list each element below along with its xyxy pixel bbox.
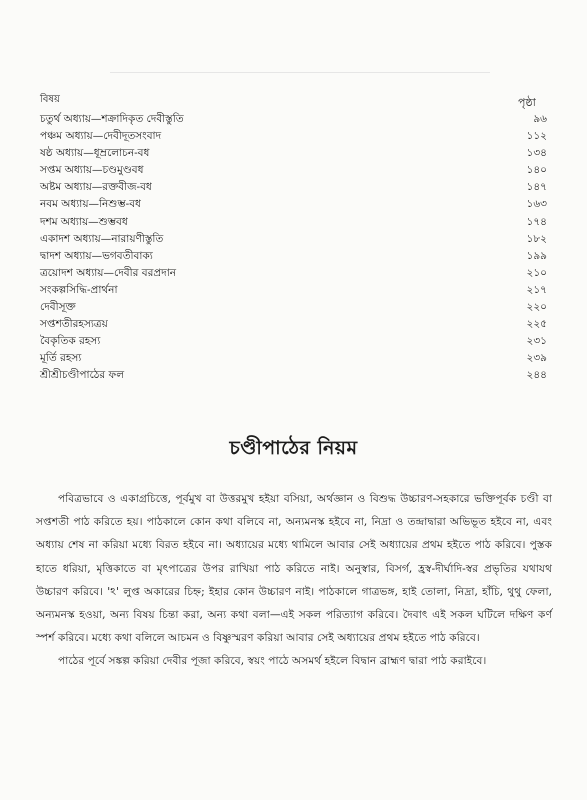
toc-row (40, 299, 547, 316)
toc-row (40, 179, 547, 196)
toc-row (40, 367, 547, 384)
toc-title: সংকল্পসিদ্ধি-প্রার্থনা (40, 283, 118, 296)
toc-page: ১৭৪ (526, 215, 547, 228)
toc-page: ২২০ (526, 301, 547, 314)
toc-row (40, 214, 547, 231)
toc-heading-page: পৃষ্ঠা (518, 96, 536, 109)
toc-page: ২৪৪ (526, 369, 547, 382)
toc-page: ১৬৩ (526, 198, 547, 211)
toc-title: অষ্টম অধ্যায়—রক্তবীজ-বধ (40, 181, 152, 194)
toc-row (40, 231, 547, 248)
toc-page: ৯৬ (533, 113, 547, 125)
toc-row (40, 128, 547, 145)
toc-page: ১৯৯ (526, 249, 547, 262)
toc-row (40, 196, 547, 213)
toc-row (40, 333, 547, 350)
toc-page: ১৩৪ (526, 147, 547, 160)
toc-title: একাদশ অধ্যায়—নারায়ণীস্তুতি (40, 232, 164, 245)
toc-title: চতুর্থ অধ্যায়—শক্রাদিকৃত দেবীস্তুতি (40, 113, 184, 125)
toc-row (40, 350, 547, 367)
toc-title: দেবীসূক্ত (40, 301, 76, 314)
section-title: চণ্ডীপাঠের নিয়ম (229, 437, 358, 459)
toc-row (40, 282, 547, 299)
toc-page: ১৪৭ (526, 181, 547, 194)
table-of-contents (40, 111, 547, 385)
toc-row (40, 316, 547, 333)
toc-page: ২৩১ (526, 335, 547, 348)
toc-heading-subject: বিষয় (40, 94, 60, 105)
toc-row (40, 265, 547, 282)
toc-page: ১৪০ (526, 164, 547, 177)
toc-row (40, 145, 547, 162)
toc-row (40, 248, 547, 265)
toc-page: ১১২ (526, 130, 547, 143)
toc-row (40, 162, 547, 179)
toc-page: ২৩৯ (526, 352, 547, 365)
toc-title: শ্রীশ্রীচণ্ডীপাঠের ফল (40, 369, 125, 382)
toc-title: মূর্তি রহস্য (40, 352, 82, 365)
toc-title: ষষ্ঠ অধ্যায়—ধূম্রলোচন-বধ (40, 147, 150, 160)
paragraph: পাঠের পূর্বে সঙ্কল্প করিয়া দেবীর পূজা করিবে, স্বয়ং পাঠে অসমর্থ হইলে বিদ্বান ব্রাহ্মণ দ্বারা পাঠ করাইবে। (58, 654, 487, 668)
toc-page: ২২৫ (526, 318, 547, 331)
toc-title: নবম অধ্যায়—নিশুম্ভ-বধ (40, 198, 141, 211)
toc-title: বৈকৃতিক রহস্য (40, 335, 101, 348)
bleed-through-line (110, 72, 490, 73)
toc-row (40, 111, 547, 128)
toc-title: দশম অধ্যায়—শুম্ভবধ (40, 215, 128, 228)
toc-title: সপ্তশতীরহস্যত্রয় (40, 318, 108, 331)
paragraph: পবিত্রভাবে ও একাগ্রচিত্তে, পূর্বমুখ বা উত্তরমুখ হইয়া বসিয়া, অর্থজ্ঞান ও বিশুদ্ধ উচ্চারণ-সহকারে ভক্তিপূর্বক চণ্ডী বা সপ্তশতী পাঠ করিতে হয়। পাঠকালে কোন কথা বলিবে না, অন্যমনস্ক হইবে না, নিদ্রা ও তন্দ্রাদ্বারা অভিভূত হইবে না, এবং অধ্যায় শেষ না করিয়া মধ্যে বিরত হইবে না। অধ্যায়ের মধ্যে থামিলে আবার সেই অধ্যায়ের প্রথম হইতে পাঠ করিবে। পুস্তক হাতে ধরিয়া, মৃত্তিকাতে বা মৃৎপাত্রের উপর রাখিয়া পাঠ করিতে নাই। অনুস্বার, বিসর্গ, হ্রস্ব-দীর্ঘাদি-স্বর প্রভৃতির যথাযথ উচ্চারণ করিবে। 'ঽ' লুপ্ত অকারের চিহ্ন; ইহার কোন উচ্চারণ নাই। পাঠকালে গাত্রভঙ্গ, হাই তোলা, নিদ্রা, হাঁচি, থুথু ফেলা, অন্যমনস্ক হওয়া, অন্য বিষয় চিন্তা করা, অন্য কথা বলা—এই সকল পরিত্যাগ করিবে। দৈবাৎ এই সকল ঘটিলে দক্ষিণ কর্ণ স্পর্শ করিবে। মধ্যে কথা বলিলে আচমন ও বিষ্ণুস্মরণ করিয়া আবার সেই অধ্যায়ের প্রথম হইতে পাঠ করিবে। (36, 492, 552, 645)
toc-title: সপ্তম অধ্যায়—চণ্ডমুণ্ডবধ (40, 164, 144, 177)
toc-title: ত্রয়োদশ অধ্যায়—দেবীর বরপ্রদান (40, 266, 177, 279)
toc-title: দ্বাদশ অধ্যায়—ভগবতীবাক্য (40, 249, 153, 262)
toc-page: ১৮২ (526, 232, 547, 245)
toc-title: পঞ্চম অধ্যায়—দেবীদূতসংবাদ (40, 130, 162, 143)
body-text (36, 487, 552, 673)
toc-page: ২১০ (526, 266, 547, 279)
toc-page: ২১৭ (526, 283, 547, 296)
